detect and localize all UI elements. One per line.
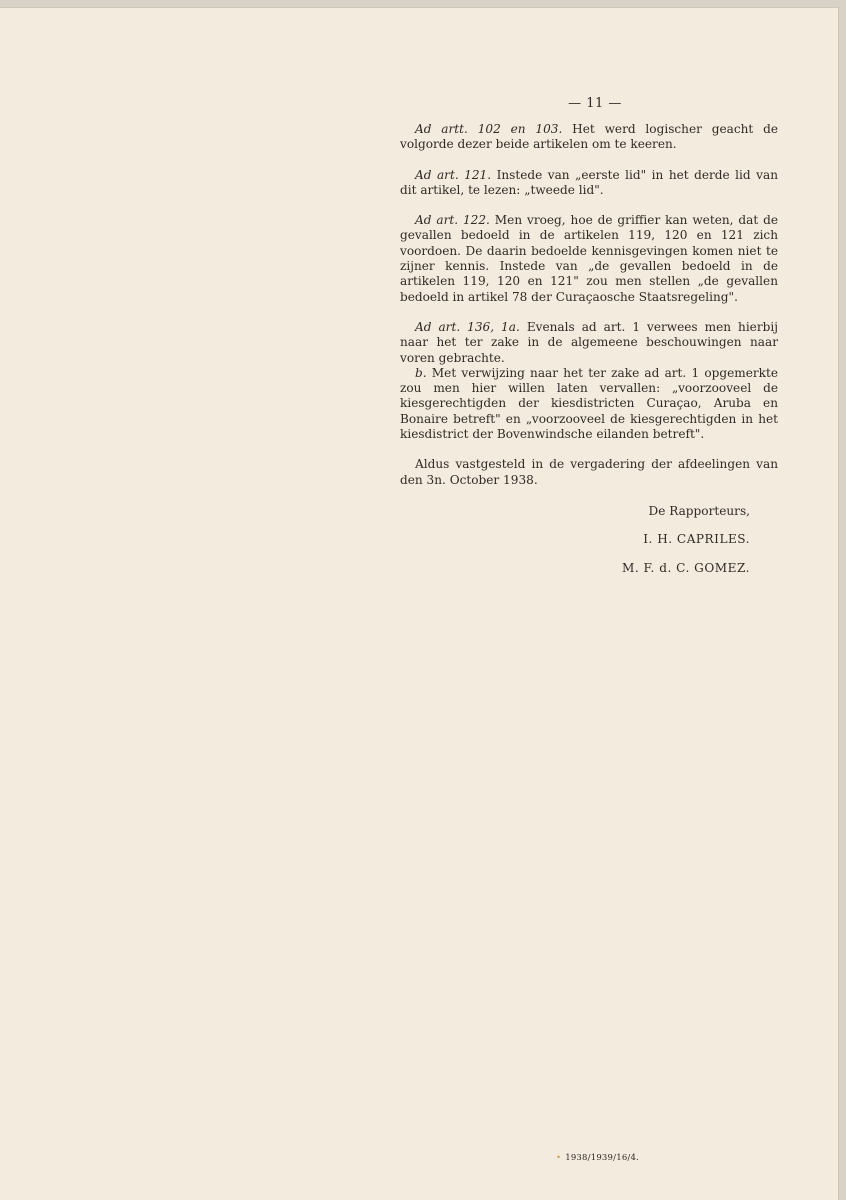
paragraph-art-121 (400, 168, 778, 199)
paragraph-art-122 (400, 213, 778, 305)
signatory-name: M. F. d. C. GOMEZ. (621, 560, 750, 575)
paragraph-text: Evenals ad art. 1 verwees men hierbij naar het ter zake in de algemeene beschouwingen naar voren gebrachte. (400, 319, 778, 365)
footer-code: 1938/1939/16/4. (565, 1153, 639, 1163)
paragraph-artt-102-103 (400, 122, 778, 153)
signature-title: De Rapporteurs, (648, 503, 750, 518)
paragraph-text: Instede van „eerste lid" in het derde lid van dit artikel, te lezen: „tweede lid". (400, 167, 778, 197)
paragraph-text: Met verwijzing naar het ter zake ad art. 1 opgemerkte zou men hier willen laten vervallen: „voorzooveel de kiesgerechtigden der kiesdistricten Curaçao, Aruba en Bonaire betreft" en „voorzooveel de kiesgerechtigden in het kiesdistrict der Bovenwindsche eilanden betreft". (400, 365, 778, 442)
paragraph-text: Men vroeg, hoe de griffier kan weten, dat de gevallen bedoeld in de artikelen 119, 120 en 121 zich voordoen. De daarin bedoelde kennisgevingen komen niet te zijner kennis. Instede van „de gevallen bedoeld in de artikelen 119, 120 en 121" zou men stellen „de gevallen bedoeld in artikel 78 der Curaçaosche Staatsregeling". (400, 213, 778, 304)
article-reference: Ad art. 121. (415, 167, 492, 182)
page-number: — 11 — (568, 96, 622, 111)
signatory-name: I. H. CAPRILES. (643, 532, 750, 547)
article-reference: Ad artt. 102 en 103. (415, 122, 563, 136)
bullet-icon: • (556, 1153, 562, 1163)
article-reference: b. (415, 365, 427, 380)
text-column (400, 122, 778, 589)
article-reference: Ad art. 136, 1a. (415, 319, 520, 334)
signature-block (400, 504, 778, 576)
paragraph-art-136-b (400, 366, 778, 442)
footer-reference (556, 1153, 639, 1163)
closing-paragraph (400, 457, 778, 488)
document-page (0, 8, 838, 1200)
article-reference: Ad art. 122. (415, 213, 490, 228)
paragraph-text: Het werd logischer geacht de volgorde dezer beide artikelen om te keeren. (400, 122, 778, 152)
closing-text: Aldus vastgesteld in de vergadering der afdeelingen van den 3n. October 1938. (400, 457, 778, 487)
paragraph-art-136-1a (400, 320, 778, 366)
